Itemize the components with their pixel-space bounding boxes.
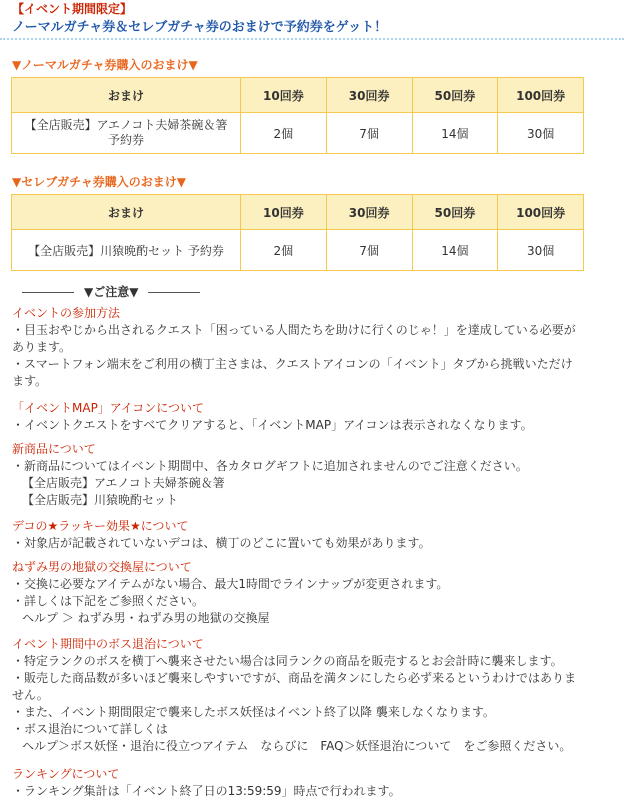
note-title: デコの★ラッキー効果★について: [12, 519, 189, 533]
normal-bonus-table: [11, 77, 584, 154]
table-header-row: [12, 78, 584, 113]
table-row: [12, 230, 584, 271]
column-header-50: 50回券: [412, 195, 498, 230]
note-title: ランキングについて: [12, 767, 120, 781]
bonus-item-name: 【全店販売】アエノコト夫婦茶碗＆箸: [24, 118, 228, 132]
note-boss: [12, 636, 587, 755]
note-rat-exchange: [12, 559, 587, 627]
column-header-30: 30回券: [326, 78, 412, 113]
bonus-count-100: 30個: [498, 230, 584, 271]
event-headline: ノーマルガチャ券＆セレブガチャ券のおまけで予約券をゲット！: [12, 20, 388, 35]
column-header-30: 30回券: [326, 195, 412, 230]
column-header-50: 50回券: [412, 78, 498, 113]
bonus-item-cell: 【全店販売】川猿晩酌セット 予約券: [12, 230, 241, 271]
bonus-count-10: 2個: [241, 230, 327, 271]
note-line: ・また、イベント期間限定で襲来したボス妖怪はイベント終了以降 襲来しなくなります。: [12, 705, 495, 719]
note-deco-lucky: [12, 518, 587, 552]
event-period-tag: 【イベント期間限定】: [12, 2, 133, 16]
notes-heading: [12, 283, 210, 300]
note-line: ・新商品についてはイベント期間中、各カタログギフトに追加されませんのでご注意ください。: [12, 459, 528, 473]
bonus-item-cell: [12, 113, 241, 154]
note-line: 【全店販売】川猿晩酌セット: [22, 493, 179, 507]
note-title: イベントの参加方法: [12, 306, 121, 320]
note-line: ・販売した商品数が多いほど襲来しやすいですが、商品を満タンにしたら必ず来るというわけではありま: [12, 671, 577, 685]
bonus-count-50: 14個: [412, 230, 498, 271]
table-row: [12, 113, 584, 154]
note-line: ・対象店が記載されていないデコは、横丁のどこに置いても効果があります。: [12, 536, 431, 550]
note-line: ・詳しくは下記をご参照ください。: [12, 594, 205, 608]
celeb-bonus-table: [11, 194, 584, 271]
note-line: ・交換に必要なアイテムがない場合、最大1時間でラインナップが変更されます。: [12, 577, 449, 591]
note-line: ます。: [12, 374, 48, 388]
note-title: イベント期間中のボス退治について: [12, 637, 204, 651]
bonus-count-10: 2個: [241, 113, 327, 154]
note-line: ・イベントクエストをすべてクリアすると、「イベントMAP」アイコンは表示されなくなります。: [12, 418, 533, 432]
note-line: 【全店販売】アエノコト夫婦茶碗＆箸: [22, 476, 225, 490]
column-header-10: 10回券: [241, 195, 327, 230]
note-ranking: [12, 766, 587, 800]
event-header: [0, 0, 624, 40]
column-header-bonus: おまけ: [12, 195, 241, 230]
note-line: せん。: [12, 688, 49, 702]
note-participation: [12, 305, 587, 390]
bonus-count-50: 14個: [412, 113, 498, 154]
bonus-count-30: 7個: [326, 113, 412, 154]
divider-right: [148, 292, 200, 293]
celeb-bonus-title: ▼セレブガチャ券購入のおまけ▼: [12, 175, 186, 189]
bonus-item-suffix: 予約券: [107, 133, 144, 147]
column-header-bonus: おまけ: [12, 78, 241, 113]
column-header-10: 10回券: [241, 78, 327, 113]
note-title: 「イベントMAP」アイコンについて: [12, 401, 205, 415]
column-header-100: 100回券: [498, 195, 584, 230]
bonus-count-30: 7個: [326, 230, 412, 271]
note-title: ねずみ男の地獄の交換屋について: [12, 560, 192, 574]
table-header-row: [12, 195, 584, 230]
note-event-map: [12, 400, 587, 434]
note-new-products: [12, 441, 587, 509]
notes-heading-label: ▼ご注意▼: [84, 285, 139, 299]
note-line: あります。: [12, 340, 72, 354]
note-line: ヘルプ＞ボス妖怪・退治に役立つアイテム ならびに FAQ＞妖怪退治について をご参照ください。: [22, 739, 572, 753]
note-line: ・目玉おやじから出されるクエスト「困っている人間たちを助けに行くのじゃ！」を達成している必要が: [12, 323, 576, 337]
normal-bonus-title: ▼ノーマルガチャ券購入のおまけ▼: [12, 58, 198, 72]
divider-left: [22, 292, 74, 293]
column-header-100: 100回券: [498, 78, 584, 113]
note-line: ・ボス退治について詳しくは: [12, 722, 168, 736]
note-line: ・ランキング集計は「イベント終了日の13:59:59」時点で行われます。: [12, 784, 401, 798]
note-line: ・スマートフォン端末をご利用の横丁主さまは、クエストアイコンの「イベント」タブから挑戦いただけ: [12, 357, 573, 371]
bonus-count-100: 30個: [498, 113, 584, 154]
note-title: 新商品について: [12, 442, 96, 456]
note-line: ヘルプ ＞ ねずみ男・ねずみ男の地獄の交換屋: [22, 611, 270, 625]
note-line: ・特定ランクのボスを横丁へ襲来させたい場合は同ランクの商品を販売するとお会計時に襲来します。: [12, 654, 563, 668]
